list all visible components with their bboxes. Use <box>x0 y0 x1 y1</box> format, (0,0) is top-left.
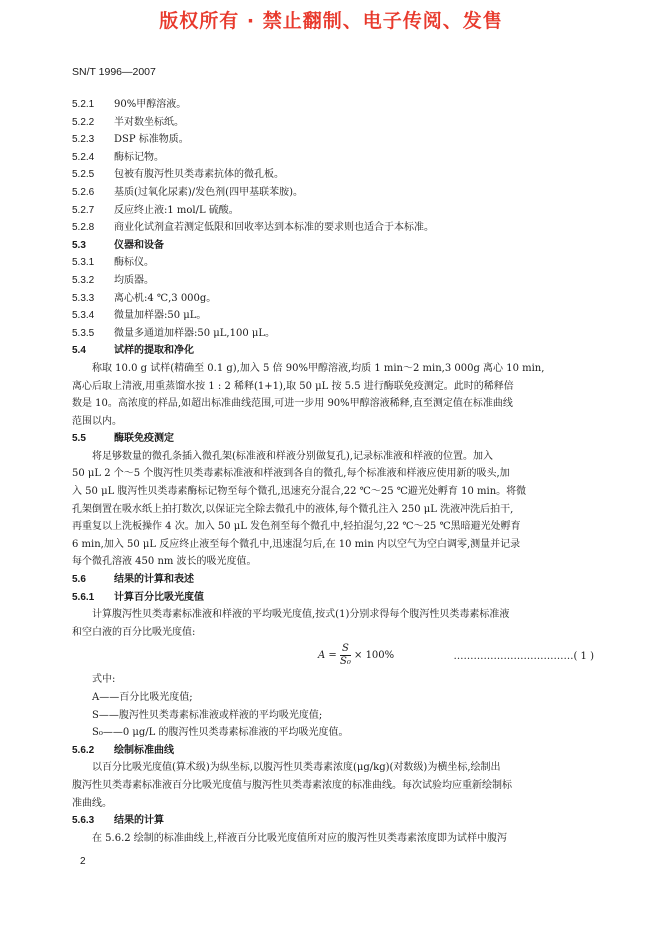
paragraph-line: 再重复以上洗板操作 4 次。加入 50 μL 发色剂至每个微孔中,轻拍混匀,22 ℃～25 ℃黑暗避光处孵育 <box>72 521 521 533</box>
paragraph-line: 将足够数量的微孔条插入微孔架(标准液和样液分别做复孔),记录标准液和样液的位置。加入 <box>92 450 493 462</box>
section-heading-5-6: 5.6 结果的计算和表述 <box>72 574 194 586</box>
instrument-item: 5.3.4 微量加样器:50 μL。 <box>72 310 207 322</box>
instrument-item: 5.3.2 均质器。 <box>72 274 154 286</box>
paragraph-line: 以百分比吸光度值(算术级)为纵坐标,以腹泻性贝类毒素浓度(μg/kg)(对数级)为横坐标,绘制出 <box>92 762 501 774</box>
section-heading-5-5: 5.5 酶联免疫测定 <box>72 433 174 445</box>
paragraph-line: 入 50 μL 腹泻性贝类毒素酶标记物至每个微孔,迅速充分混合,22 ℃～25 ℃避光处孵育 10 min。将微 <box>72 486 527 498</box>
page-number: 2 <box>80 856 86 867</box>
variable-definition: S₀——0 μg/L 的腹泻性贝类毒素标准液的平均吸光度值。 <box>92 727 349 739</box>
section-heading-5-6-3: 5.6.3 结果的计算 <box>72 815 164 827</box>
reagent-item: 5.2.7 反应终止液:1 mol/L 硫酸。 <box>72 204 239 216</box>
variable-definition: A——百分比吸光度值; <box>92 692 193 703</box>
reagent-item: 5.2.2 半对数坐标纸。 <box>72 116 184 128</box>
document-body <box>72 96 594 847</box>
paragraph-line: 称取 10.0 g 试样(精确至 0.1 g),加入 5 倍 90%甲醇溶液,均质 1 min～2 min,3 000g 离心 10 min, <box>92 362 545 374</box>
section-heading-5-3: 5.3 仪器和设备 <box>72 239 164 251</box>
paragraph-line: 计算腹泻性贝类毒素标准液和样液的平均吸光度值,按式(1)分别求得每个腹泻性贝类毒素标准液 <box>92 609 510 621</box>
paragraph-line: 范围以内。 <box>72 415 122 427</box>
copyright-banner: 版权所有 · 禁止翻制、电子传阅、发售 <box>159 10 503 32</box>
paragraph-line: 6 min,加入 50 μL 反应终止液至每个微孔中,迅速混匀后,在 10 min 内以空气为空白调零,测量并记录 <box>72 538 521 550</box>
formula-1 <box>72 641 594 671</box>
paragraph-line: 每个微孔溶液 450 nm 波长的吸光度值。 <box>72 556 257 568</box>
paragraph-line: 50 μL 2 个～5 个腹泻性贝类毒素标准液和样液到各自的微孔,每个标准液和样液应使用新的吸头,加 <box>72 468 510 480</box>
section-heading-5-6-2: 5.6.2 绘制标准曲线 <box>72 744 174 756</box>
reagent-item: 5.2.6 基质(过氧化尿素)/发色剂(四甲基联苯胺)。 <box>72 186 303 198</box>
formula-expression: A = $\frac{S}{\text{S₀}}$ × 100% <box>318 643 395 668</box>
instrument-item: 5.3.5 微量多通道加样器:50 μL,100 μL。 <box>72 327 275 339</box>
paragraph-line: 准曲线。 <box>72 797 112 809</box>
formula-fraction: $\frac{S}{\text{S₀}}$ <box>339 643 351 668</box>
section-heading-5-4: 5.4 试样的提取和净化 <box>72 345 194 357</box>
paragraph-line: 数是 10。高浓度的样品,如超出标准曲线范围,可进一步用 90%甲醇溶液稀释,直至测定值在标准曲线 <box>72 398 513 410</box>
paragraph-line: 离心后取上清液,用重蒸馏水按 1 : 2 稀释(1+1),取 50 μL 按 5.5 进行酶联免疫测定。此时的稀释倍 <box>72 380 514 392</box>
instrument-item: 5.3.1 酶标仪。 <box>72 257 154 269</box>
standard-number: SN/T 1996—2007 <box>72 66 156 78</box>
section-heading-5-6-1: 5.6.1 计算百分比吸光度值 <box>72 591 204 603</box>
paragraph-line: 和空白液的百分比吸光度值: <box>72 626 196 638</box>
variable-definition: S——腹泻性贝类毒素标准液或样液的平均吸光度值; <box>92 709 323 721</box>
where-label: 式中: <box>92 674 116 686</box>
paragraph-line: 腹泻性贝类毒素标准液百分比吸光度值与腹泻性贝类毒素浓度的标准曲线。每次试验均应重新绘制标 <box>72 779 512 791</box>
reagent-item: 5.2.4 酶标记物。 <box>72 151 164 163</box>
reagent-item: 5.2.8 商业化试剂盒若测定低限和回收率达到本标准的要求则也适合于本标准。 <box>72 222 434 234</box>
instrument-item: 5.3.3 离心机:4 ℃,3 000g。 <box>72 292 217 304</box>
reagent-item: 5.2.3 DSP 标准物质。 <box>72 134 189 146</box>
paragraph-line: 在 5.6.2 绘制的标准曲线上,样液百分比吸光度值所对应的腹泻性贝类毒素浓度即为试样中腹泻 <box>92 832 507 844</box>
reagent-item: 5.2.1 90%甲醇溶液。 <box>72 99 187 110</box>
formula-number: ………………………………( 1 ) <box>453 651 594 663</box>
paragraph-line: 孔架倒置在吸水纸上拍打数次,以保证完全除去微孔中的液体,每个微孔注入 250 μL 洗液冲洗后拍干, <box>72 503 514 515</box>
reagent-item: 5.2.5 包被有腹泻性贝类毒素抗体的微孔板。 <box>72 169 284 181</box>
